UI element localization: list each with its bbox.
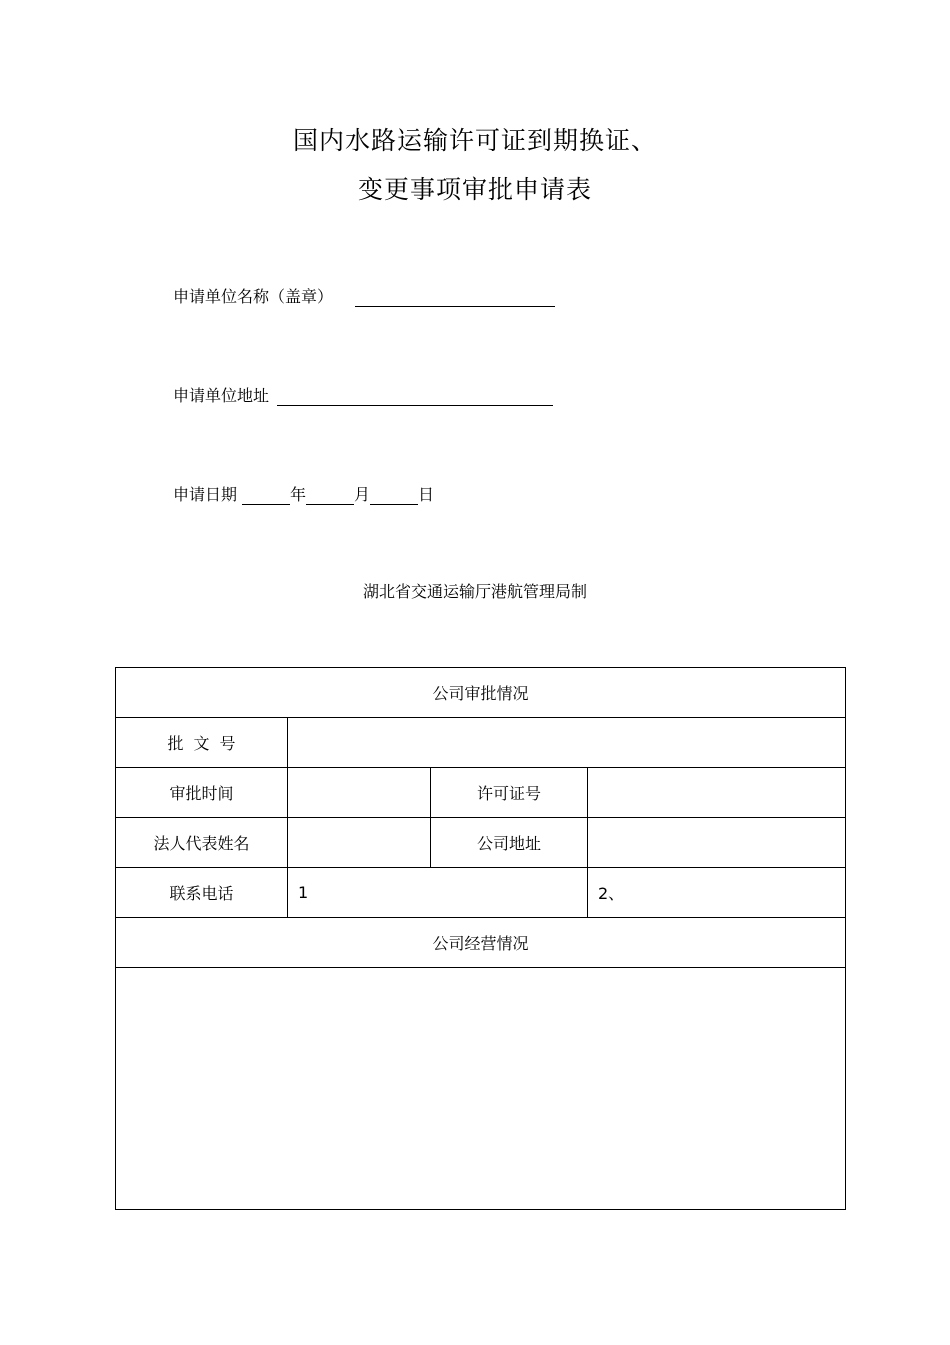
applicant-address-field[interactable] — [277, 387, 553, 406]
table-row — [116, 668, 846, 718]
date-year-field[interactable] — [242, 486, 290, 505]
table-row — [116, 968, 846, 1210]
phone-1-cell[interactable]: 1 — [288, 868, 588, 918]
license-no-label: 许可证号 — [431, 768, 588, 818]
application-date-label: 申请日期 — [173, 485, 238, 504]
date-day-label: 日 — [418, 485, 435, 504]
legal-rep-label: 法人代表姓名 — [116, 818, 288, 868]
section-header-approval: 公司审批情况 — [116, 668, 846, 718]
approval-no-label — [116, 718, 288, 768]
operations-content-cell[interactable] — [116, 968, 846, 1210]
applicant-address-label: 申请单位地址 — [173, 386, 270, 405]
approval-no-label-text: 批文号 — [167, 734, 246, 753]
table-row — [116, 868, 846, 918]
document-title-line-2: 变更事项审批申请表 — [357, 175, 592, 204]
phone-2-cell[interactable]: 2、 — [588, 868, 846, 918]
phone-label: 联系电话 — [116, 868, 288, 918]
application-date-row — [173, 481, 434, 505]
approval-time-cell[interactable] — [288, 768, 431, 818]
document-title-line-1: 国内水路运输许可证到期换证、 — [292, 126, 657, 155]
table-row — [116, 718, 846, 768]
date-day-field[interactable] — [370, 486, 418, 505]
applicant-name-label: 申请单位名称（盖章） — [173, 287, 334, 306]
issuer-text: 湖北省交通运输厅港航管理局制 — [362, 582, 587, 601]
date-year-label: 年 — [290, 485, 307, 504]
table-row — [116, 768, 846, 818]
approval-time-label: 审批时间 — [116, 768, 288, 818]
company-address-cell[interactable] — [588, 818, 846, 868]
table-row — [116, 918, 846, 968]
legal-rep-cell[interactable] — [288, 818, 431, 868]
date-month-label: 月 — [354, 485, 371, 504]
section-header-operations: 公司经营情况 — [116, 918, 846, 968]
company-address-label: 公司地址 — [431, 818, 588, 868]
applicant-name-field[interactable] — [355, 288, 555, 307]
license-no-cell[interactable] — [588, 768, 846, 818]
date-month-field[interactable] — [306, 486, 354, 505]
applicant-address-row — [173, 382, 553, 406]
applicant-name-row — [173, 283, 555, 307]
approval-table — [115, 667, 846, 1210]
approval-no-cell[interactable] — [288, 718, 846, 768]
table-row — [116, 818, 846, 868]
